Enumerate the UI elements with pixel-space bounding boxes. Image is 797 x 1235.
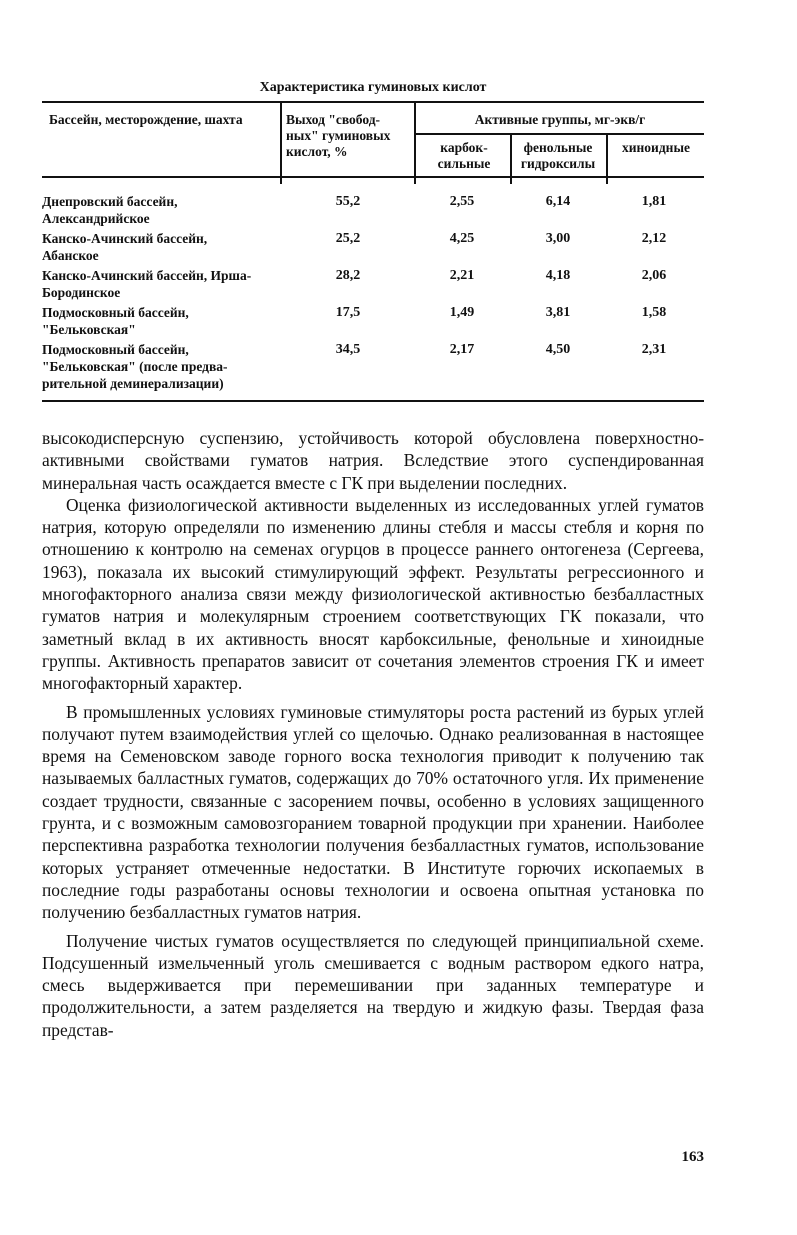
table-cell-quinoid: 2,12 — [641, 231, 667, 246]
table-cell-quinoid: 1,58 — [641, 305, 667, 320]
table-cell-quinoid: 1,81 — [641, 194, 667, 209]
table-cell-quinoid: 2,31 — [641, 342, 667, 357]
paragraph: Оценка физиологической активности выделенных из исследованных углей гуматов натрия, которую определяли по изменению длины стебля и массы стебля и корня по отношению к контролю на семенах огурцов в процессе раннего онтогенеза (Сергеева, 1963), показала их высокий стимулирующий эффект. Результаты регрессионного и многофакторного анализа связи между физиологической активностью безбалластных гуматов натрия и молекулярным строением соответствующих ГК показали, что заметный вклад в их активность вносят карбоксильные, фенольные и хиноидные группы. Активность препаратов зависит от сочетания элементов строения ГК и имеет многофакторный характер. — [42, 494, 704, 694]
table-cell-yield: 25,2 — [335, 231, 361, 246]
header-yield: Выход "свобод-ных" гуминовых кислот, % — [286, 112, 391, 159]
paragraph: Получение чистых гуматов осуществляется по следующей принципиальной схеме. Подсушенный измельченный уголь смешивается с водным раствором едкого натра, смесь выдерживается при перемешивании при заданных температуре и продолжительности, а затем разделяется на твердую и жидкую фазы. Твердая фаза представ- — [42, 930, 704, 1040]
column-divider — [280, 102, 282, 184]
table-top-rule — [42, 101, 704, 103]
table-bottom-rule — [42, 400, 704, 402]
table-cell-yield: 34,5 — [335, 342, 361, 357]
table-cell-yield: 17,5 — [335, 305, 361, 320]
table-cell-phenol: 6,14 — [545, 194, 571, 209]
header-basin: Бассейн, месторождение, шахта — [49, 112, 243, 127]
table-cell-phenol: 3,81 — [545, 305, 571, 320]
table-cell-phenol: 3,00 — [545, 231, 571, 246]
table-cell-carboxyl: 2,17 — [449, 342, 475, 357]
paragraph: высокодисперсную суспензию, устойчивость которой обусловлена поверхностно-активными свойствами гуматов натрия. Вследствие этого суспендированная минеральная часть осаждается вместе с ГК при выделении последних. — [42, 428, 704, 493]
table-cell-carboxyl: 2,55 — [449, 194, 475, 209]
header-phenol: фенольные гидроксилы — [520, 140, 596, 171]
table-cell-carboxyl: 1,49 — [449, 305, 475, 320]
table-row-name: Канско-Ачинский бассейн, Абанское — [42, 231, 208, 263]
table-cell-yield: 28,2 — [335, 268, 361, 283]
table-row-name: Канско-Ачинский бассейн, Ирша-Бородинское — [42, 268, 252, 300]
header-bottom-rule — [42, 176, 704, 178]
table-cell-yield: 55,2 — [335, 194, 361, 209]
table-cell-carboxyl: 2,21 — [449, 268, 475, 283]
table-row-name: Подмосковный бассейн, "Бельковская" (после предва-рительной деминерализации) — [42, 342, 228, 391]
table-cell-quinoid: 2,06 — [641, 268, 667, 283]
table-row-name: Подмосковный бассейн, "Бельковская" — [42, 305, 189, 337]
body-text — [42, 427, 704, 1041]
header-active-groups: Активные группы, мг-экв/г — [474, 112, 646, 127]
page-number: 163 — [681, 1149, 704, 1165]
table-cell-carboxyl: 4,25 — [449, 231, 475, 246]
table-row-name: Днепровский бассейн, Александрийское — [42, 194, 178, 226]
header-carboxyl: карбок-сильные — [437, 140, 491, 171]
table-cell-phenol: 4,18 — [545, 268, 571, 283]
table-cell-phenol: 4,50 — [545, 342, 571, 357]
subheader-rule — [414, 133, 704, 135]
header-quinoid: хиноидные — [622, 140, 690, 155]
table-title: Характеристика гуминовых кислот — [259, 80, 487, 95]
paragraph: В промышленных условиях гуминовые стимуляторы роста растений из бурых углей получают путем взаимодействия углей со щелочью. Однако реализованная в настоящее время на Семеновском заводе горного воска технология приводит к получению так называемых балластных гуматов, содержащих до 70% остаточного угля. Их применение создает трудности, связанные с засорением почвы, особенно в условиях защищенного грунта, и с возможным самовозгоранием товарной продукции при хранении. Наиболее перспективна разработка технологии получения безбалластных гуматов, использование которых устраняет отмеченные недостатки. В Институте горючих ископаемых в последние годы разработаны основы технологии и освоена опытная установка по получению безбалластных гуматов натрия. — [42, 701, 704, 923]
